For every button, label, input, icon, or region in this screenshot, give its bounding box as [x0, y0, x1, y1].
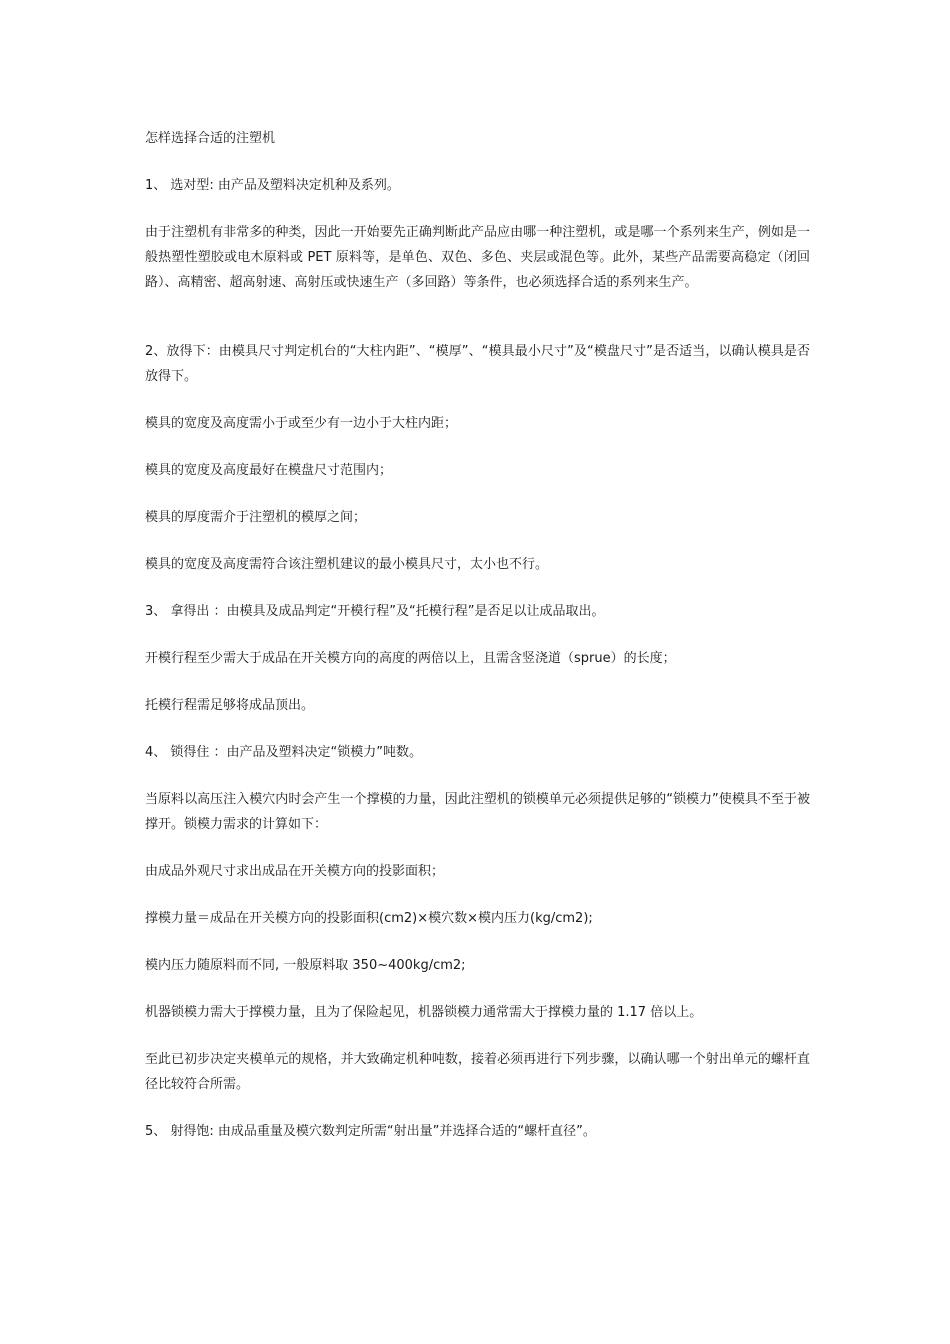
- section-heading-3: 3、 拿得出 ：由模具及成品判定“开模行程”及“托模行程”是否足以让成品取出。: [145, 604, 605, 619]
- paragraph: 模具的宽度及高度最好在模盘尺寸范围内；: [145, 463, 393, 478]
- paragraph: 当原料以高压注入模穴内时会产生一个撑模的力量，因此注塑机的锁模单元必须提供足够的“锁模力”使模具不至于被撑开。锁模力需求的计算如下：: [145, 792, 810, 832]
- section-heading-1: 1、 选对型: 由产品及塑料决定机种及系列。: [145, 178, 400, 193]
- paragraph: 托模行程需足够将成品顶出。: [145, 698, 315, 713]
- paragraph: 至此已初步决定夹模单元的规格，并大致确定机种吨数，接着必须再进行下列步骤，以确认哪一个射出单元的螺杆直径比较符合所需。: [145, 1052, 810, 1092]
- section-heading-5: 5、 射得饱: 由成品重量及模穴数判定所需“射出量”并选择合适的“螺杆直径”。: [145, 1124, 596, 1139]
- paragraph: 由于注塑机有非常多的种类，因此一开始要先正确判断此产品应由哪一种注塑机，或是哪一个系列来生产，例如是一般热塑性塑胶或电木原料或 PET 原料等，是单色、双色、多色、夹层或混色等。此外，某些产品需要高稳定（闭回路）、高精密、超高射速、高射压或快速生产（多回路）等条件，也必须选择合适的系列来生产。: [145, 225, 810, 290]
- paragraph: 撑模力量＝成品在开关模方向的投影面积(cm2)×模穴数×模内压力(kg/cm2);: [145, 911, 593, 926]
- paragraph: 模内压力随原料而不同, 一般原料取 350~400kg/cm2;: [145, 958, 466, 973]
- section-heading-2: 2、放得下：由模具尺寸判定机台的“大柱内距”、“模厚”、“模具最小尺寸”及“模盘尺寸”是否适当，以确认模具是否放得下。: [145, 344, 810, 384]
- paragraph: 模具的厚度需介于注塑机的模厚之间；: [145, 510, 367, 525]
- paragraph: 模具的宽度及高度需小于或至少有一边小于大柱内距；: [145, 416, 458, 431]
- document-body: [145, 126, 810, 1166]
- section-heading-4: 4、 锁得住 ：由产品及塑料决定“锁模力”吨数。: [145, 745, 423, 760]
- paragraph: 开模行程至少需大于成品在开关模方向的高度的两倍以上，且需含竖浇道（sprue）的长度；: [145, 651, 676, 666]
- paragraph: 模具的宽度及高度需符合该注塑机建议的最小模具尺寸，太小也不行。: [145, 557, 549, 572]
- paragraph: 机器锁模力需大于撑模力量，且为了保险起见，机器锁模力通常需大于撑模力量的 1.17 倍以上。: [145, 1005, 703, 1020]
- paragraph: 由成品外观尺寸求出成品在开关模方向的投影面积；: [145, 864, 445, 879]
- document-title: 怎样选择合适的注塑机: [145, 131, 276, 146]
